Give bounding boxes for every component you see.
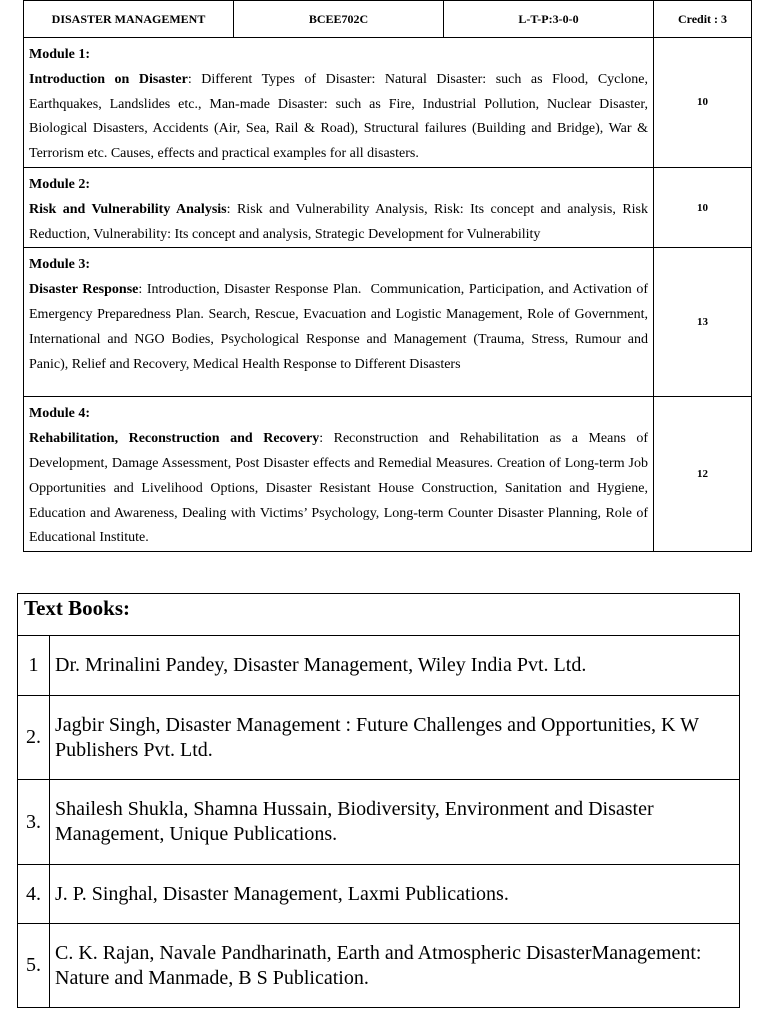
textbook-number: 2.: [18, 696, 50, 780]
textbook-row: [18, 924, 740, 1008]
textbook-reference: Shailesh Shukla, Shamna Hussain, Biodiversity, Environment and Disaster Management, Unique Publications.: [50, 780, 740, 865]
textbook-number: 4.: [18, 865, 50, 924]
module-title: Module 2:: [29, 176, 91, 192]
module-description: [24, 167, 654, 247]
course-name: DISASTER MANAGEMENT: [24, 1, 234, 38]
textbook-row: [18, 780, 740, 865]
module-topic: Risk and Vulnerability Analysis: [29, 201, 227, 217]
module-topic: Rehabilitation, Reconstruction and Recovery: [29, 431, 320, 447]
module-hours: 10: [654, 38, 752, 168]
module-hours: 13: [654, 248, 752, 397]
textbook-number: 3.: [18, 780, 50, 865]
textbook-reference: Dr. Mrinalini Pandey, Disaster Management, Wiley India Pvt. Ltd.: [50, 636, 740, 696]
module-text: : Reconstruction and Rehabilitation as a Means of Development, Damage Assessment, Post Disaster effects and Remedial Measures. Creation of Long-term Job Opportunities and Livelihood Options, Disaster Resistant House Construction, Sanitation and Hygiene, Education and Awareness, Dealing with Victims’ Psychology, Long-term Counter Disaster Planning, Role of Educational Institute.: [29, 431, 652, 546]
module-description: [24, 248, 654, 397]
course-credit: Credit : 3: [654, 1, 752, 38]
module-hours: 10: [654, 167, 752, 247]
textbook-row: [18, 636, 740, 696]
module-row: [24, 397, 752, 552]
module-description: [24, 38, 654, 168]
textbooks-title: Text Books:: [18, 594, 740, 636]
textbook-number: 1: [18, 636, 50, 696]
course-header-row: [24, 1, 752, 38]
textbook-number: 5.: [18, 924, 50, 1008]
textbook-row: [18, 865, 740, 924]
course-ltp: L-T-P:3-0-0: [444, 1, 654, 38]
textbook-row: [18, 696, 740, 780]
module-description: [24, 397, 654, 552]
module-row: [24, 248, 752, 397]
textbook-reference: Jagbir Singh, Disaster Management : Future Challenges and Opportunities, K W Publishers Pvt. Ltd.: [50, 696, 740, 780]
module-row: [24, 38, 752, 168]
course-code: BCEE702C: [234, 1, 444, 38]
module-text: : Introduction, Disaster Response Plan. Communication, Participation, and Activation of Emergency Preparedness Plan. Search, Rescue, Evacuation and Logistic Management, Role of Government, International and NGO Bodies, Psychological Response and Management (Trauma, Stress, Rumour and Panic), Relief and Recovery, Medical Health Response to Different Disasters: [29, 282, 652, 372]
textbook-reference: C. K. Rajan, Navale Pandharinath, Earth and Atmospheric DisasterManagement: Nature and Manmade, B S Publication.: [50, 924, 740, 1008]
textbooks-table: [17, 593, 740, 1008]
module-text: : Different Types of Disaster: Natural Disaster: such as Flood, Cyclone, Earthquakes, Landslides etc., Man-made Disaster: such as Fire, Industrial Pollution, Nuclear Disaster, Biological Disasters, Accidents (Air, Sea, Rail & Road), Structural failures (Building and Bridge), War & Terrorism etc. Causes, effects and practical examples for all disasters.: [29, 71, 652, 162]
syllabus-table: [23, 0, 752, 552]
module-title: Module 4:: [29, 406, 91, 422]
module-row: [24, 167, 752, 247]
module-title: Module 3:: [29, 257, 91, 273]
module-text: : Risk and Vulnerability Analysis, Risk: Its concept and analysis, Risk Reduction, Vulnerability: Its concept and analysis, Strategic Development for Vulnerability: [29, 201, 652, 242]
textbooks-title-row: [18, 594, 740, 636]
textbook-reference: J. P. Singhal, Disaster Management, Laxmi Publications.: [50, 865, 740, 924]
module-topic: Introduction on Disaster: [29, 71, 188, 87]
module-title: Module 1:: [29, 47, 91, 62]
module-topic: Disaster Response: [29, 282, 139, 298]
module-hours: 12: [654, 397, 752, 552]
